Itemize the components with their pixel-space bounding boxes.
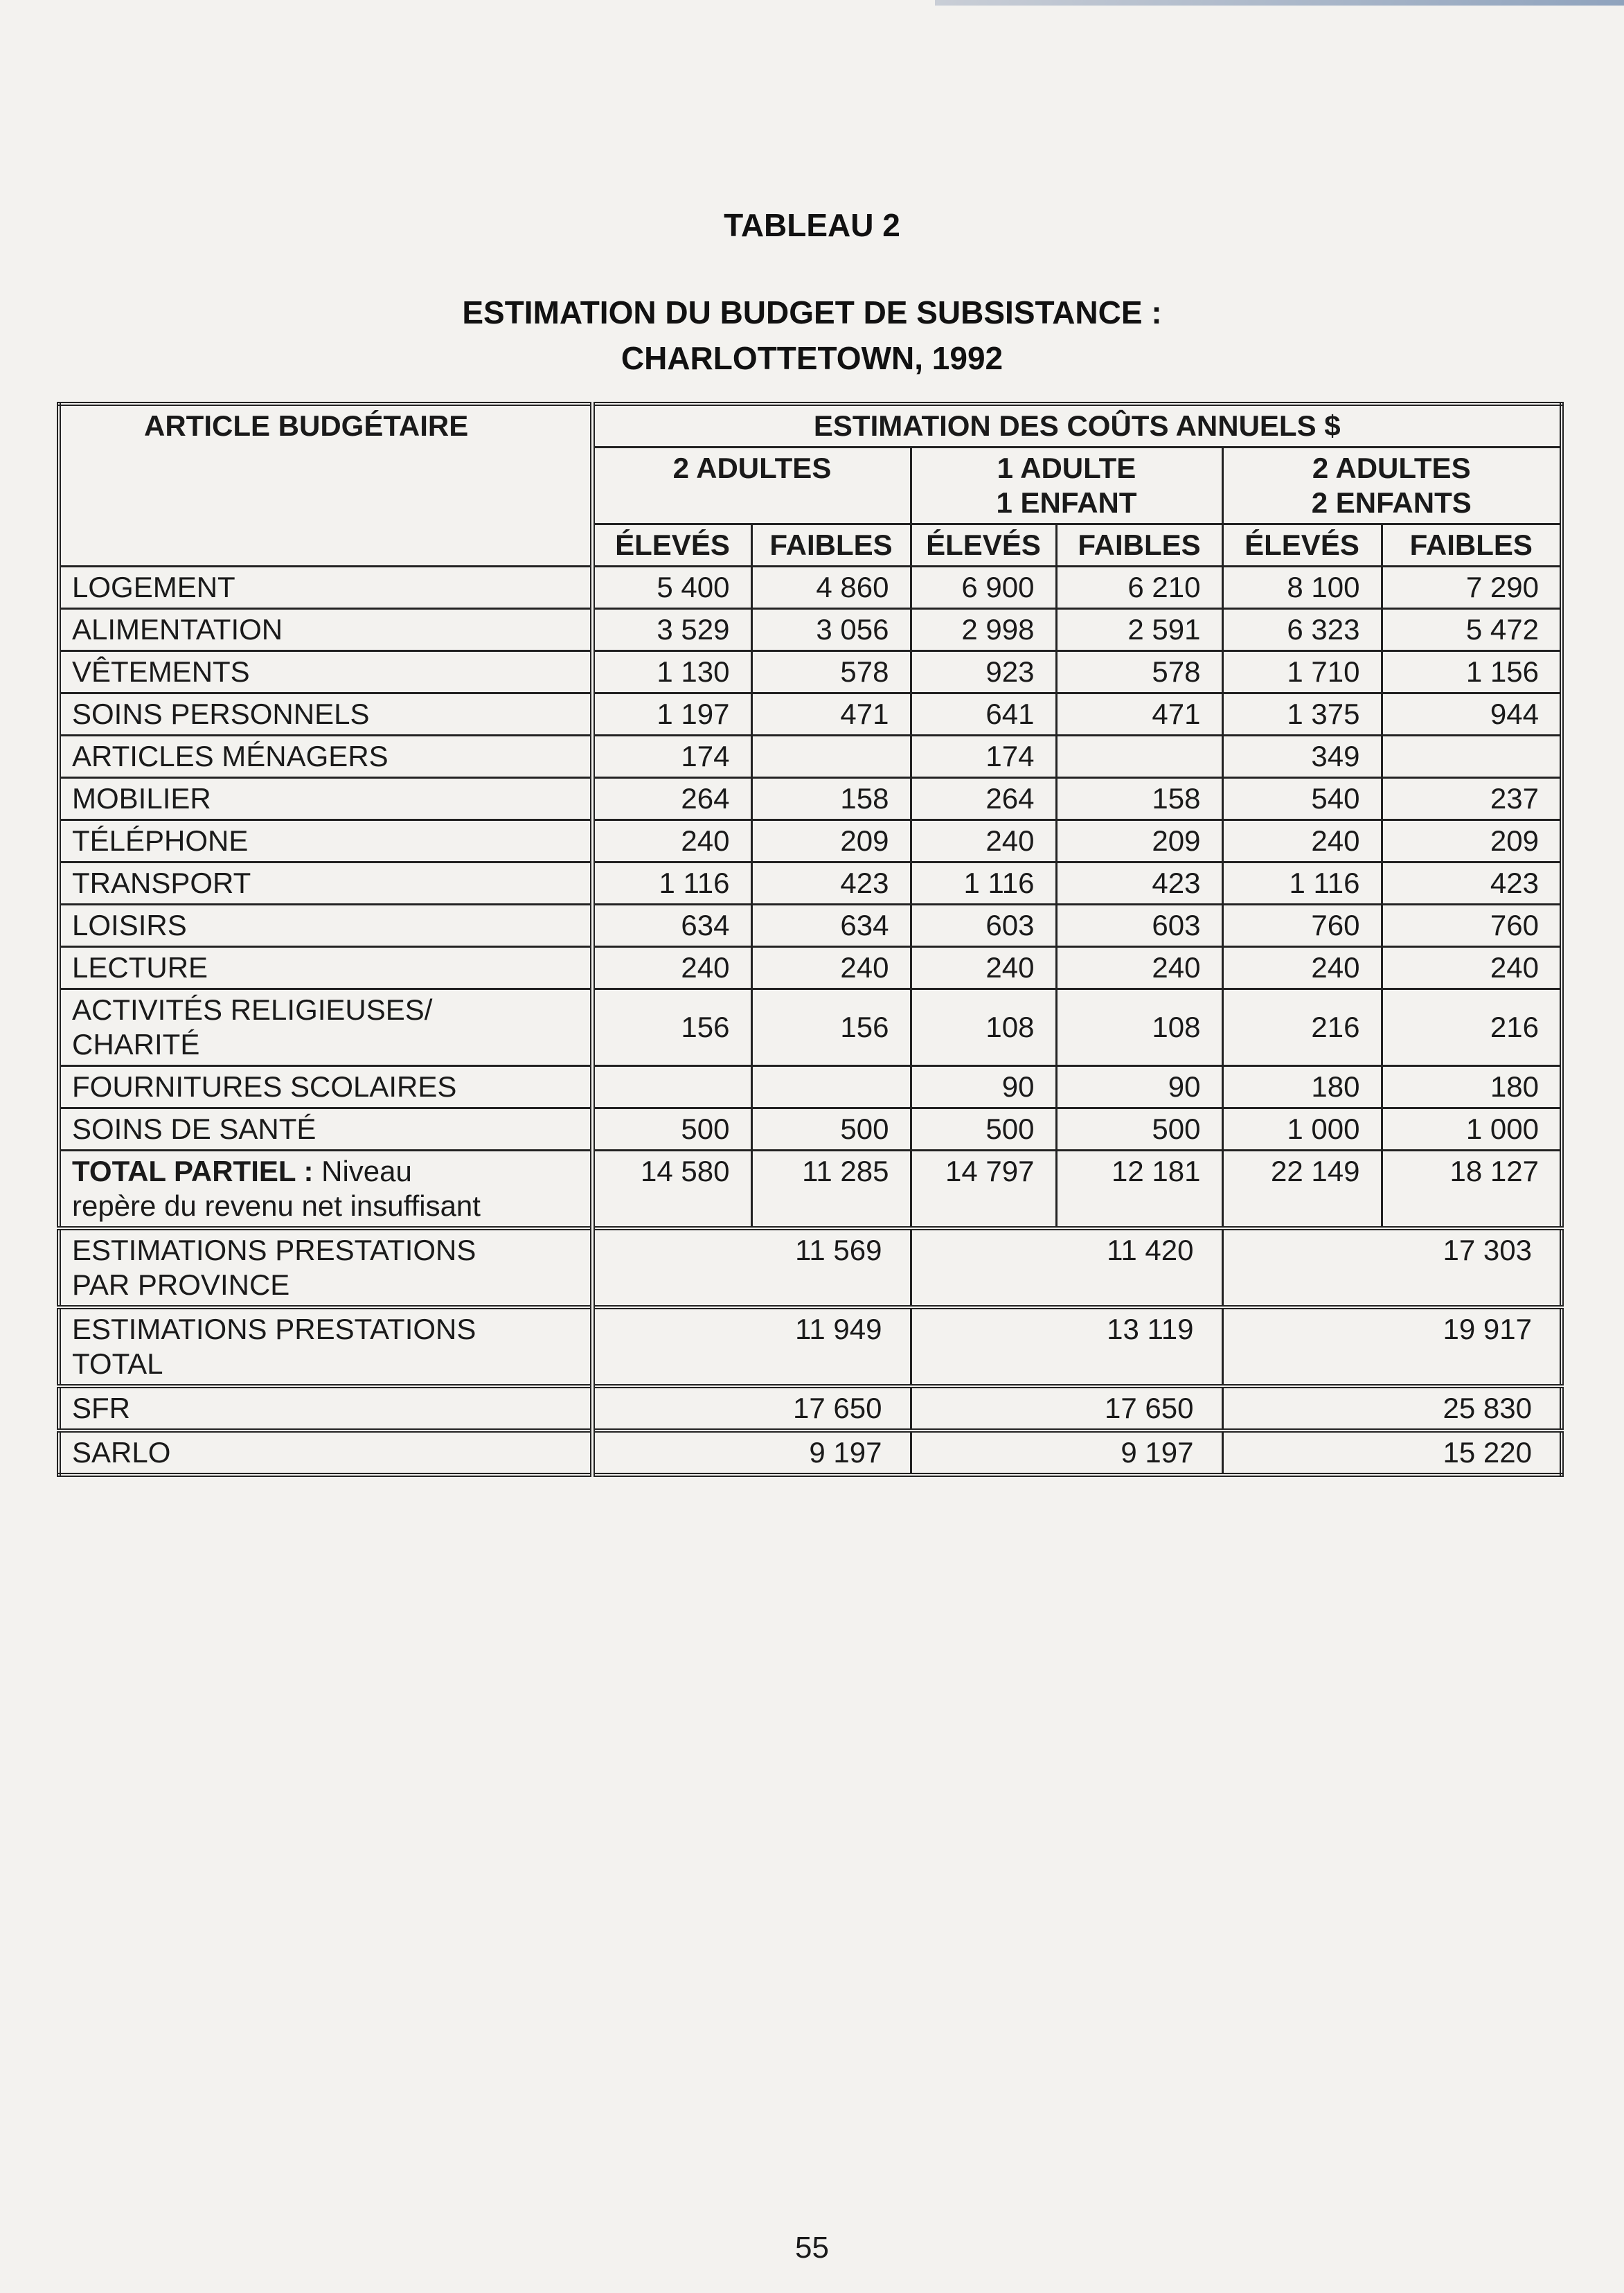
document-title [0, 290, 1624, 381]
row-value: 240 [1056, 947, 1222, 989]
header-eleves: ÉLEVÉS [1222, 524, 1382, 567]
header-eleves: ÉLEVÉS [592, 524, 751, 567]
total-value: 11 285 [751, 1151, 911, 1229]
summary-row [59, 1228, 1562, 1307]
row-value: 240 [1222, 820, 1382, 862]
row-value: 423 [1382, 862, 1562, 905]
row-value [751, 1066, 911, 1108]
row-value: 603 [911, 905, 1056, 947]
row-label: SOINS PERSONNELS [59, 693, 592, 736]
row-value: 209 [1382, 820, 1562, 862]
summary-value: 17 650 [592, 1386, 911, 1431]
row-value: 423 [751, 862, 911, 905]
total-value: 18 127 [1382, 1151, 1562, 1229]
row-value: 240 [911, 820, 1056, 862]
summary-value: 25 830 [1222, 1386, 1562, 1431]
top-edge-rule [935, 0, 1624, 6]
row-value: 209 [1056, 820, 1222, 862]
row-value: 578 [751, 651, 911, 693]
row-label: ACTIVITÉS RELIGIEUSES/ CHARITÉ [59, 989, 592, 1066]
row-value: 1 116 [911, 862, 1056, 905]
row-value: 264 [592, 778, 751, 820]
row-label: MOBILIER [59, 778, 592, 820]
row-value: 1 000 [1222, 1108, 1382, 1151]
row-value: 108 [1056, 989, 1222, 1066]
row-value: 240 [592, 820, 751, 862]
row-value: 500 [1056, 1108, 1222, 1151]
row-value: 1 710 [1222, 651, 1382, 693]
summary-value: 9 197 [911, 1431, 1222, 1475]
row-label: VÊTEMENTS [59, 651, 592, 693]
header-estimation: ESTIMATION DES COÛTS ANNUELS $ [592, 404, 1562, 448]
row-value: 3 056 [751, 609, 911, 651]
summary-value: 15 220 [1222, 1431, 1562, 1475]
row-value: 471 [1056, 693, 1222, 736]
row-value: 180 [1382, 1066, 1562, 1108]
table-row [59, 947, 1562, 989]
row-value: 4 860 [751, 567, 911, 609]
summary-value: 17 650 [911, 1386, 1222, 1431]
row-value: 349 [1222, 736, 1382, 778]
total-value: 14 797 [911, 1151, 1056, 1229]
row-label: ARTICLES MÉNAGERS [59, 736, 592, 778]
row-value: 2 591 [1056, 609, 1222, 651]
row-value: 603 [1056, 905, 1222, 947]
header-faibles: FAIBLES [1056, 524, 1222, 567]
summary-label: SARLO [59, 1431, 592, 1475]
summary-value: 17 303 [1222, 1228, 1562, 1307]
row-value: 1 116 [592, 862, 751, 905]
row-value: 264 [911, 778, 1056, 820]
table-row [59, 736, 1562, 778]
table-row [59, 989, 1562, 1066]
header-article: ARTICLE BUDGÉTAIRE [59, 404, 592, 567]
summary-value: 9 197 [592, 1431, 911, 1475]
table-row [59, 1108, 1562, 1151]
row-value: 760 [1222, 905, 1382, 947]
total-label-rest: Niveau [313, 1155, 412, 1187]
row-value: 180 [1222, 1066, 1382, 1108]
summary-row [59, 1386, 1562, 1431]
row-value: 216 [1222, 989, 1382, 1066]
row-value: 8 100 [1222, 567, 1382, 609]
table-label: TABLEAU 2 [724, 207, 900, 243]
header-group-3: 2 ADULTES 2 ENFANTS [1222, 448, 1562, 524]
row-value: 90 [1056, 1066, 1222, 1108]
row-value: 156 [751, 989, 911, 1066]
total-value: 22 149 [1222, 1151, 1382, 1229]
total-label-bold: TOTAL PARTIEL : [72, 1155, 314, 1187]
row-value: 923 [911, 651, 1056, 693]
header-faibles: FAIBLES [751, 524, 911, 567]
row-value: 108 [911, 989, 1056, 1066]
header-group-1: 2 ADULTES [592, 448, 911, 524]
row-value: 641 [911, 693, 1056, 736]
total-value: 14 580 [592, 1151, 751, 1229]
row-value: 240 [1382, 947, 1562, 989]
row-value: 240 [1222, 947, 1382, 989]
header-group-2: 1 ADULTE 1 ENFANT [911, 448, 1222, 524]
row-label: ALIMENTATION [59, 609, 592, 651]
header-eleves: ÉLEVÉS [911, 524, 1056, 567]
total-value: 12 181 [1056, 1151, 1222, 1229]
row-value: 3 529 [592, 609, 751, 651]
row-value: 5 472 [1382, 609, 1562, 651]
row-value: 237 [1382, 778, 1562, 820]
row-value: 158 [751, 778, 911, 820]
row-value: 209 [751, 820, 911, 862]
row-value: 174 [911, 736, 1056, 778]
summary-label: SFR [59, 1386, 592, 1431]
row-value: 174 [592, 736, 751, 778]
total-label [59, 1151, 592, 1229]
total-row [59, 1151, 1562, 1229]
row-value: 90 [911, 1066, 1056, 1108]
summary-value: 11 569 [592, 1228, 911, 1307]
row-value: 471 [751, 693, 911, 736]
table-row [59, 1066, 1562, 1108]
table-row [59, 778, 1562, 820]
row-value [751, 736, 911, 778]
row-value: 1 197 [592, 693, 751, 736]
row-value: 1 375 [1222, 693, 1382, 736]
row-value: 240 [911, 947, 1056, 989]
row-value: 578 [1056, 651, 1222, 693]
header-faibles: FAIBLES [1382, 524, 1562, 567]
title-line-2: CHARLOTTETOWN, 1992 [621, 340, 1003, 376]
row-label: SOINS DE SANTÉ [59, 1108, 592, 1151]
row-value: 423 [1056, 862, 1222, 905]
row-label: LOGEMENT [59, 567, 592, 609]
row-value: 1 156 [1382, 651, 1562, 693]
total-label-line2: repère du revenu net insuffisant [72, 1189, 481, 1222]
row-value: 1 130 [592, 651, 751, 693]
title-line-1: ESTIMATION DU BUDGET DE SUBSISTANCE : [462, 294, 1162, 330]
row-value: 1 116 [1222, 862, 1382, 905]
row-value: 2 998 [911, 609, 1056, 651]
table-row [59, 567, 1562, 609]
budget-table [57, 402, 1564, 1477]
summary-row [59, 1307, 1562, 1386]
row-value: 5 400 [592, 567, 751, 609]
row-value: 158 [1056, 778, 1222, 820]
row-value: 634 [751, 905, 911, 947]
summary-row [59, 1431, 1562, 1475]
row-value: 634 [592, 905, 751, 947]
row-value: 6 210 [1056, 567, 1222, 609]
row-value: 7 290 [1382, 567, 1562, 609]
row-value: 240 [592, 947, 751, 989]
summary-label: ESTIMATIONS PRESTATIONS PAR PROVINCE [59, 1228, 592, 1307]
table-header [59, 404, 1562, 567]
table-row [59, 905, 1562, 947]
row-value: 500 [911, 1108, 1056, 1151]
row-value: 156 [592, 989, 751, 1066]
row-label: LECTURE [59, 947, 592, 989]
table-row [59, 693, 1562, 736]
row-value [1382, 736, 1562, 778]
summary-value: 11 949 [592, 1307, 911, 1386]
row-value: 500 [751, 1108, 911, 1151]
row-value: 500 [592, 1108, 751, 1151]
summary-label: ESTIMATIONS PRESTATIONS TOTAL [59, 1307, 592, 1386]
row-label: FOURNITURES SCOLAIRES [59, 1066, 592, 1108]
row-value [592, 1066, 751, 1108]
row-value: 1 000 [1382, 1108, 1562, 1151]
row-value: 760 [1382, 905, 1562, 947]
table-row [59, 862, 1562, 905]
page-number: 55 [795, 2231, 829, 2265]
row-value [1056, 736, 1222, 778]
row-value: 240 [751, 947, 911, 989]
row-value: 540 [1222, 778, 1382, 820]
table-row [59, 820, 1562, 862]
table-body [59, 567, 1562, 1476]
table-row [59, 609, 1562, 651]
summary-value: 19 917 [1222, 1307, 1562, 1386]
row-value: 944 [1382, 693, 1562, 736]
table-row [59, 651, 1562, 693]
summary-value: 11 420 [911, 1228, 1222, 1307]
row-label: TRANSPORT [59, 862, 592, 905]
row-value: 6 323 [1222, 609, 1382, 651]
summary-value: 13 119 [911, 1307, 1222, 1386]
row-label: LOISIRS [59, 905, 592, 947]
row-label: TÉLÉPHONE [59, 820, 592, 862]
row-value: 6 900 [911, 567, 1056, 609]
row-value: 216 [1382, 989, 1562, 1066]
